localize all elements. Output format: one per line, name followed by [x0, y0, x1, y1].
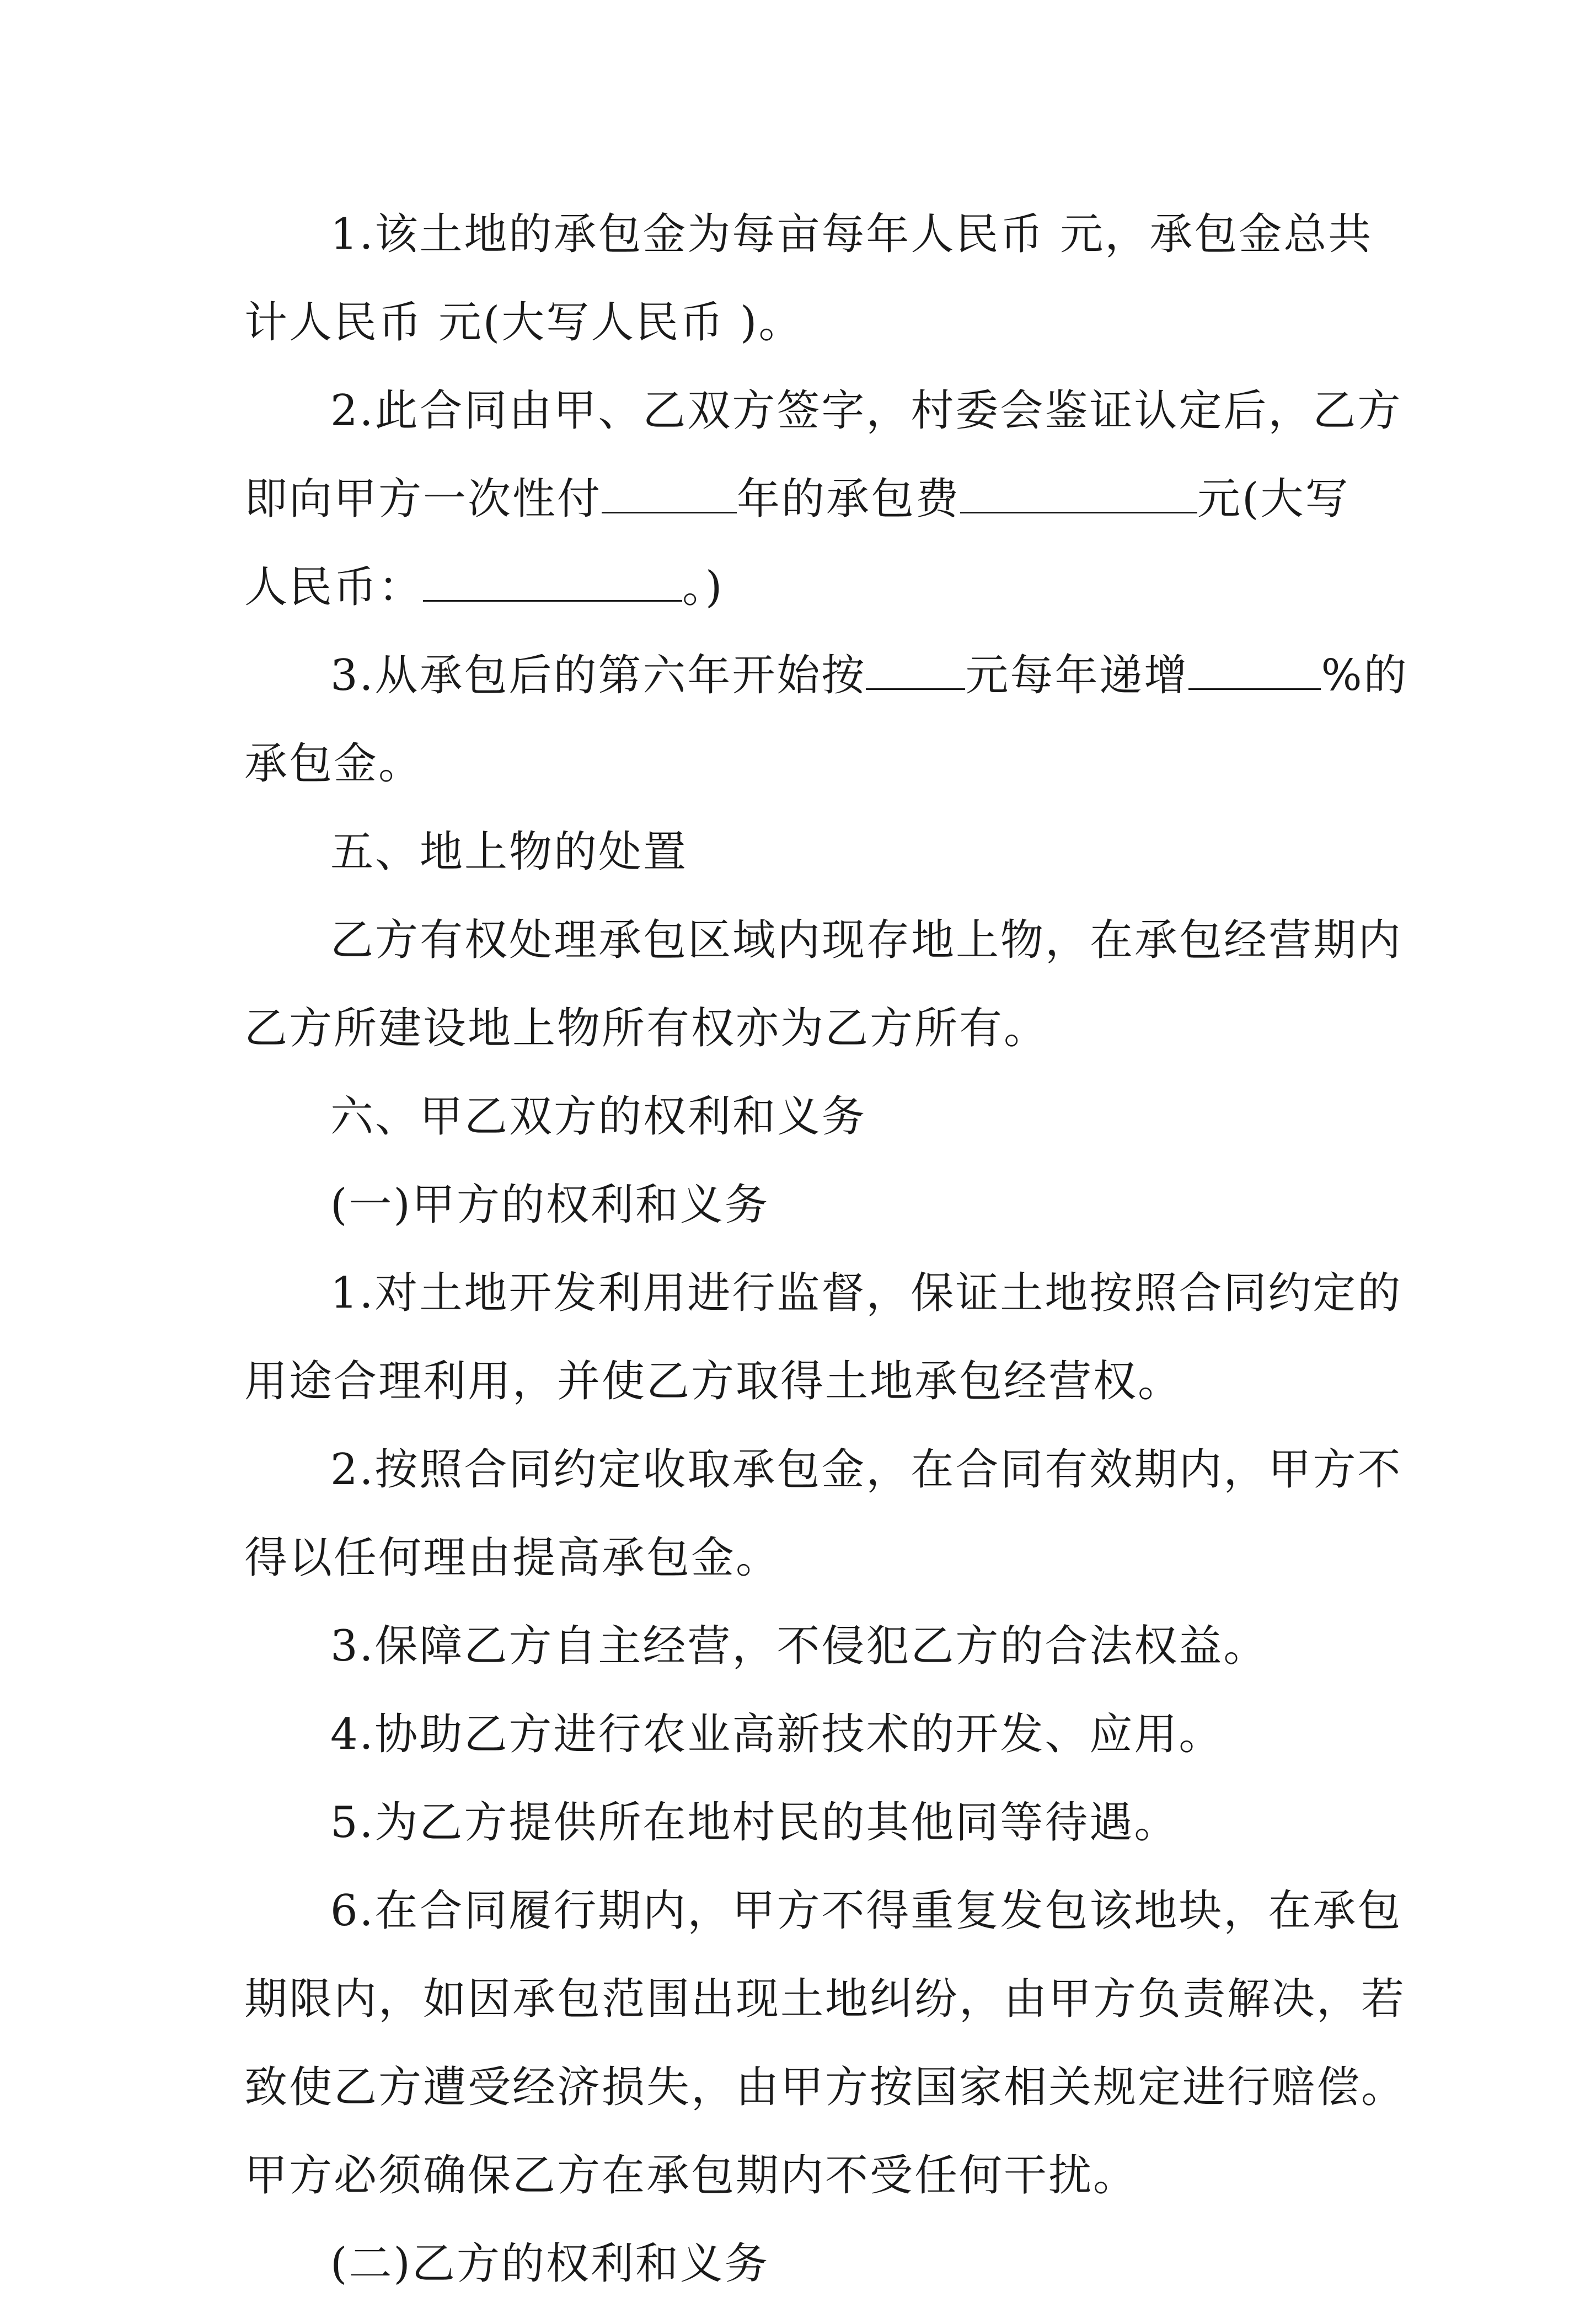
clause-increase	[244, 631, 1408, 808]
clause-party-a-6	[244, 1867, 1406, 2220]
text-line: 用途合理利用，并使乙方取得土地承包经营权。	[244, 1357, 1183, 1406]
text-line: 2.此合同由甲、乙双方签字，村委会鉴证认定后，乙方	[330, 386, 1402, 436]
fill-blank-years	[602, 473, 737, 513]
fill-blank-amount-words	[423, 561, 682, 602]
text-line: 乙方所建设地上物所有权亦为乙方所有。	[244, 1004, 1049, 1053]
clause-fee-rate	[244, 190, 1380, 367]
section-heading: 六、甲乙双方的权利和义务	[330, 1092, 867, 1142]
text-line: 得以任何理由提高承包金。	[244, 1533, 781, 1583]
text-segment: 3.从承包后的第六年开始按	[330, 651, 866, 700]
clause-party-a-4: 4.协助乙方进行农业高新技术的开发、应用。	[330, 1710, 1224, 1759]
text-segment: 元(大写	[1197, 474, 1350, 524]
clause-party-a-1	[244, 1249, 1402, 1426]
clause-party-a-5: 5.为乙方提供所在地村民的其他同等待遇。	[330, 1798, 1179, 1848]
text-line	[244, 543, 1380, 631]
section-heading: 五、地上物的处置	[330, 827, 688, 877]
text-line: 致使乙方遭受经济损失，由甲方按国家相关规定进行赔偿。	[244, 2063, 1406, 2112]
clause-party-a-2	[244, 1426, 1402, 1602]
clause-payment	[244, 367, 1402, 631]
subsection-heading: (一)甲方的权利和义务	[330, 1180, 769, 1230]
text-segment: 。)	[682, 563, 724, 612]
text-line	[244, 631, 1408, 720]
text-line: 6.在合同履行期内，甲方不得重复发包该地块，在承包	[330, 1886, 1402, 1936]
fill-blank-base	[866, 650, 965, 690]
text-line	[244, 455, 1380, 543]
text-line: 承包金。	[244, 739, 424, 789]
subsection-heading: (二)乙方的权利和义务	[330, 2239, 769, 2289]
document-body	[244, 190, 1408, 2308]
fill-blank-amount	[960, 473, 1197, 513]
text-segment: 人民币：	[244, 563, 424, 612]
fill-blank-percent	[1188, 650, 1321, 690]
text-segment: 即向甲方一次性付	[244, 474, 602, 524]
text-segment: 元每年递增	[965, 651, 1189, 700]
text-line: 2.按照合同约定收取承包金，在合同有效期内，甲方不	[330, 1445, 1402, 1495]
text-line: 1.该土地的承包金为每亩每年人民币 元，承包金总共	[330, 210, 1373, 259]
clause-structures	[244, 896, 1403, 1073]
clause-party-a-3: 3.保障乙方自主经营，不侵犯乙方的合法权益。	[330, 1621, 1268, 1671]
text-line: 乙方有权处理承包区域内现存地上物，在承包经营期内	[330, 915, 1403, 965]
text-segment: 年的承包费	[737, 474, 961, 524]
text-segment: %的	[1321, 651, 1408, 700]
text-line: 甲方必须确保乙方在承包期内不受任何干扰。	[244, 2151, 1138, 2200]
text-line: 1.对土地开发利用进行监督，保证土地按照合同约定的	[330, 1268, 1402, 1318]
text-line: 期限内，如因承包范围出现土地纠纷，由甲方负责解决，若	[244, 1974, 1406, 2024]
text-line: 计人民币 元(大写人民币 )。	[244, 298, 804, 347]
